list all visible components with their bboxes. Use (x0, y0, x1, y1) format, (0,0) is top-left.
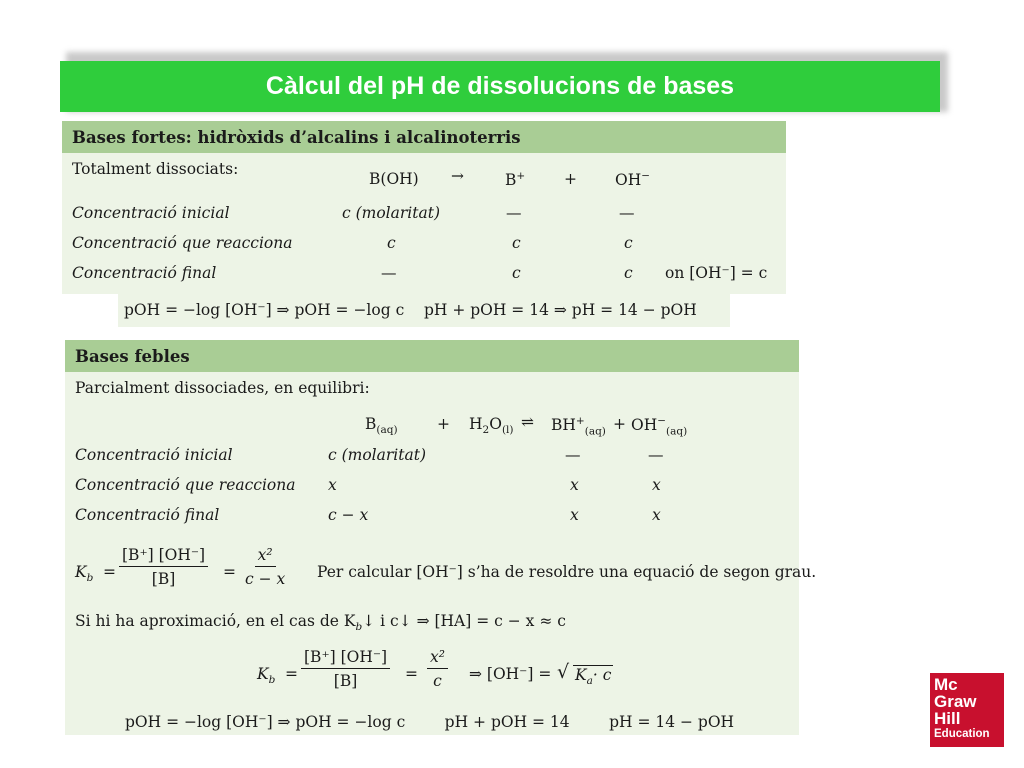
strong-eq-reactant: B(OH) (369, 170, 419, 188)
strong-row-c2: c (512, 264, 521, 282)
weak-bases-body (65, 372, 817, 735)
strong-bases-body (62, 153, 786, 294)
strong-row-label: Concentració inicial (72, 204, 230, 222)
strong-row-c3: c (624, 234, 633, 252)
weak-bases-heading: Bases febles (75, 346, 190, 366)
sqrt-sign: √ (557, 661, 570, 683)
weak-row-c3: x (652, 506, 661, 524)
weak-row-c2: x (570, 476, 579, 494)
strong-eq-cation: B+ (505, 170, 526, 190)
weak-row-c1: c − x (328, 506, 369, 524)
weak-eq-conjugate-acid: $BH^+_{(aq)}$ (551, 415, 606, 438)
strong-eq-hydroxide: OH− (615, 170, 651, 190)
weak-row-label: Concentració inicial (75, 446, 233, 464)
sqrt-body: $K_a\cdot c$ (575, 666, 612, 688)
strong-row-c1: c (387, 234, 396, 252)
strong-row-c1: c (molaritat) (342, 204, 440, 222)
strong-row-c2: c (512, 234, 521, 252)
weak-formula: pOH = −log [OH⁻] ⇒ pOH = −log c pH + pOH = 14 pH = 14 − pOH (125, 713, 735, 731)
strong-row-c1: — (381, 264, 397, 282)
strong-row-note: on [OH⁻] = c (665, 264, 768, 282)
title-bar (60, 61, 940, 112)
weak-row-c2: x (570, 506, 579, 524)
page-title: Càlcul del pH de dissolucions de bases (265, 72, 735, 100)
weak-row-c1: x (328, 476, 337, 494)
weak-intro: Parcialment dissociades, en equilibri: (75, 379, 370, 397)
oh-result: ⇒ [OH⁻] = (469, 665, 552, 683)
strong-intro: Totalment dissociats: (72, 160, 239, 178)
kb-equals: = (103, 563, 116, 581)
weak-eq-arrow: ⇌ (521, 413, 534, 431)
strong-row-c3: c (624, 264, 633, 282)
kb-approx-fraction-x: $\frac{\text{x²}}{c}$ (427, 648, 448, 690)
strong-formula: pOH = −log [OH⁻] ⇒ pOH = −log c pH + pOH = 14 ⇒ pH = 14 − pOH (124, 301, 697, 319)
strong-row-label: Concentració que reacciona (72, 234, 293, 252)
strong-row-c3: — (619, 204, 635, 222)
kb-equals: = (405, 665, 418, 683)
kb-symbol: $K_b$ (257, 665, 276, 687)
strong-eq-arrow: → (451, 167, 464, 185)
kb-note: Per calcular [OH⁻] s’ha de resoldre una equació de segon grau. (317, 563, 817, 581)
weak-row-c3: — (648, 446, 664, 464)
weak-row-c3: x (652, 476, 661, 494)
weak-eq-plus: + (437, 415, 450, 433)
weak-row-label: Concentració final (75, 506, 220, 524)
kb-fraction: $\frac{[B^+] [OH^-]}{[B]}$ (119, 546, 208, 588)
strong-formula-box (118, 294, 730, 327)
weak-row-c2: — (565, 446, 581, 464)
weak-eq-base: $B_{(aq)}$ (365, 415, 398, 437)
strong-row-c2: — (506, 204, 522, 222)
mcgraw-hill-logo: Mc Graw Hill Education (930, 673, 1004, 747)
strong-eq-plus: + (564, 170, 577, 188)
weak-eq-plus: + (613, 415, 626, 433)
weak-bases-header (65, 340, 799, 372)
kb-symbol: $K_b$ (75, 563, 94, 585)
kb-fraction-x: $\frac{\text{x²}}{c - x}$ (245, 546, 286, 588)
weak-eq-hydroxide: $OH^-_{(aq)}$ (631, 415, 688, 438)
weak-row-label: Concentració que reacciona (75, 476, 296, 494)
weak-row-c1: c (molaritat) (328, 446, 426, 464)
kb-equals: = (223, 563, 236, 581)
kb-equals: = (285, 665, 298, 683)
strong-bases-header (62, 121, 786, 153)
approx-line: Si hi ha aproximació, en el cas de $K_b↓$ i c↓ ⇒ [HA] = c − x ≈ c (75, 612, 566, 634)
kb-approx-fraction: $\frac{[B^+] [OH^-]}{[B]}$ (301, 648, 390, 690)
strong-row-label: Concentració final (72, 264, 217, 282)
weak-eq-water: $H_2O_{(l)}$ (469, 415, 514, 437)
strong-bases-heading: Bases fortes: hidròxids d’alcalins i alcalinoterris (72, 127, 521, 147)
